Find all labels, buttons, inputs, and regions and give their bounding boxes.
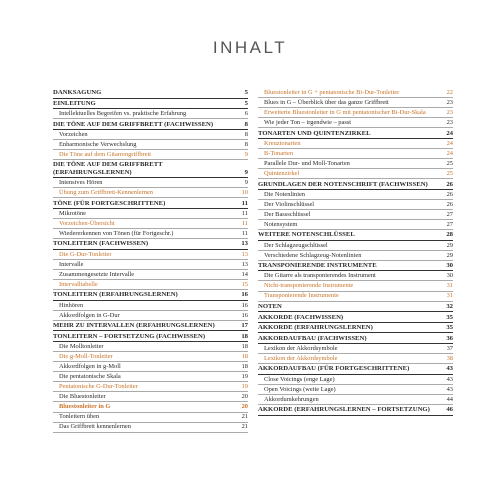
toc-page-number: 9 bbox=[244, 150, 248, 158]
toc-entry bbox=[53, 150, 248, 160]
toc-entry bbox=[53, 392, 248, 402]
toc-entry bbox=[258, 354, 453, 364]
toc-entry bbox=[258, 118, 453, 128]
toc-page-number: 18 bbox=[241, 342, 248, 350]
toc-entry bbox=[53, 402, 248, 412]
toc-page-number: 26 bbox=[446, 200, 453, 208]
toc-entry bbox=[53, 342, 248, 352]
toc-entry-title: Hinhören bbox=[59, 301, 84, 309]
toc-page-number: 19 bbox=[241, 383, 248, 391]
toc-page-number: 11 bbox=[241, 209, 248, 217]
toc-entry-title: Die Notenlinien bbox=[264, 190, 305, 198]
toc-page-number: 26 bbox=[446, 190, 453, 198]
toc-entry bbox=[53, 229, 248, 239]
toc-entry-title: Das Griffbrett kennenlernen bbox=[59, 423, 131, 431]
toc-section-heading bbox=[53, 321, 248, 332]
toc-entry bbox=[53, 372, 248, 382]
toc-entry bbox=[53, 109, 248, 119]
toc-entry-title: Intensives Hören bbox=[59, 179, 103, 187]
toc-page-number: 24 bbox=[446, 139, 453, 147]
toc-entry-title: GRUNDLAGEN DER NOTENSCHRIFT (FACHWISSEN) bbox=[258, 180, 428, 188]
toc-entry bbox=[53, 130, 248, 140]
toc-entry-title: Bluestonleiter in G bbox=[59, 403, 111, 411]
toc-entry-title: Wie jeder Ton – irgendwie – passt bbox=[264, 119, 352, 127]
toc-page-number: 46 bbox=[446, 406, 453, 414]
toc-page-number: 17 bbox=[241, 322, 248, 330]
toc-entry-title: Die g-Moll-Tonleiter bbox=[59, 352, 113, 360]
toc-page-number: 16 bbox=[241, 311, 248, 319]
toc-page-number: 44 bbox=[446, 395, 453, 403]
toc-entry-title: DANKSAGUNG bbox=[53, 89, 102, 97]
toc-page-number: 18 bbox=[241, 352, 248, 360]
toc-page-number: 5 bbox=[244, 89, 248, 97]
toc-page-number: 19 bbox=[241, 373, 248, 381]
toc-section-heading bbox=[53, 198, 248, 209]
toc-entry bbox=[53, 260, 248, 270]
toc-page-number: 25 bbox=[446, 170, 453, 178]
toc-page-number: 27 bbox=[446, 210, 453, 218]
toc-page-number: 11 bbox=[241, 219, 248, 227]
toc-entry bbox=[53, 188, 248, 198]
toc-page-number: 22 bbox=[446, 88, 453, 96]
toc-entry-title: Parallele Dur- und Moll-Tonarten bbox=[264, 159, 350, 167]
toc-entry-title: Intervalltabelle bbox=[59, 280, 98, 288]
toc-page-number: 24 bbox=[446, 149, 453, 157]
toc-entry bbox=[258, 271, 453, 281]
toc-entry-title: Transponierende Instrumente bbox=[264, 292, 339, 300]
toc-section-heading bbox=[53, 239, 248, 250]
toc-entry-title: Vorzeichen bbox=[59, 130, 88, 138]
toc-entry bbox=[53, 362, 248, 372]
toc-entry bbox=[53, 178, 248, 188]
toc-section-heading bbox=[53, 160, 248, 178]
toc-entry bbox=[258, 190, 453, 200]
toc-entry-title: Close Voicings (enge Lage) bbox=[264, 375, 335, 383]
toc-entry bbox=[258, 139, 453, 149]
toc-page-number: 15 bbox=[241, 280, 248, 288]
toc-entry-title: AKKORDE (ERFAHRUNGSLERNEN) bbox=[258, 324, 373, 332]
toc-section-heading bbox=[258, 405, 453, 416]
toc-page-number: 13 bbox=[241, 240, 248, 248]
toc-entry-title: Die G-Dur-Tonleiter bbox=[59, 250, 112, 258]
toc-entry-title: TONLEITERN (FACHWISSEN) bbox=[53, 240, 149, 248]
toc-entry-title: TONLEITERN (ERFAHRUNGSLERNEN) bbox=[53, 291, 178, 299]
toc-page-number: 35 bbox=[446, 324, 453, 332]
toc-entry bbox=[53, 311, 248, 321]
toc-page-number: 30 bbox=[446, 262, 453, 270]
toc-entry bbox=[53, 352, 248, 362]
toc-entry bbox=[53, 301, 248, 311]
toc-entry-title: Enharmonische Verwechslung bbox=[59, 140, 137, 148]
toc-entry bbox=[53, 280, 248, 290]
toc-entry bbox=[258, 241, 453, 251]
toc-page-number: 11 bbox=[241, 199, 248, 207]
toc-page-number: 20 bbox=[241, 403, 248, 411]
toc-entry bbox=[258, 395, 453, 405]
toc-page-number: 31 bbox=[446, 282, 453, 290]
toc-entry-title: Lexikon der Akkordsymbole bbox=[264, 354, 338, 362]
toc-page-number: 18 bbox=[241, 332, 248, 340]
toc-entry-title: AKKORDE (ERFAHRUNGSLERNEN – FORTSETZUNG) bbox=[258, 406, 430, 414]
toc-entry bbox=[258, 159, 453, 169]
toc-entry bbox=[258, 292, 453, 302]
toc-entry bbox=[258, 375, 453, 385]
toc-entry-title: AKKORDAUFBAU (FACHWISSEN) bbox=[258, 334, 367, 342]
toc-section-heading bbox=[53, 331, 248, 342]
toc-entry bbox=[258, 220, 453, 230]
toc-page-number: 23 bbox=[446, 109, 453, 117]
toc-entry bbox=[258, 385, 453, 395]
toc-entry-title: DIE TÖNE AUF DEM GRIFFBRETT (ERFAHRUNGSLERNEN) bbox=[53, 161, 163, 176]
toc-entry bbox=[258, 344, 453, 354]
toc-entry-title: Notensystem bbox=[264, 220, 298, 228]
toc-page-number: 26 bbox=[446, 180, 453, 188]
toc-section-heading bbox=[258, 333, 453, 344]
toc-entry-title: DIE TÖNE AUF DEM GRIFFBRETT (FACHWISSEN) bbox=[53, 120, 214, 128]
toc-entry-title: Intervalle bbox=[59, 260, 84, 268]
toc-entry bbox=[53, 382, 248, 392]
toc-entry-title: TRANSPONIERENDE INSTRUMENTE bbox=[258, 262, 377, 270]
toc-page-number: 27 bbox=[446, 220, 453, 228]
toc-page-number: 9 bbox=[244, 179, 248, 187]
toc-page-number: 31 bbox=[446, 292, 453, 300]
toc-entry bbox=[53, 270, 248, 280]
toc-section-heading bbox=[258, 312, 453, 323]
toc-page-number: 36 bbox=[446, 334, 453, 342]
toc-page-number: 43 bbox=[446, 385, 453, 393]
toc-entry-title: Der Schlagzeugschlüssel bbox=[264, 241, 328, 249]
toc-entry bbox=[53, 219, 248, 229]
toc-page-number: 23 bbox=[446, 119, 453, 127]
toc-entry-title: Die Bluestonleiter bbox=[59, 393, 106, 401]
toc-left-column bbox=[53, 88, 248, 433]
toc-page-number: 11 bbox=[241, 230, 248, 237]
toc-entry bbox=[258, 108, 453, 118]
toc-entry-title: Verschiedene Schlagzeug-Notenlinien bbox=[264, 251, 362, 259]
toc-section-heading bbox=[258, 230, 453, 241]
toc-entry-title: Die pentatonische Skala bbox=[59, 373, 121, 381]
toc-page-number: 10 bbox=[241, 189, 248, 197]
toc-entry bbox=[258, 98, 453, 108]
toc-page-number: 16 bbox=[241, 301, 248, 309]
toc-entry bbox=[258, 251, 453, 261]
toc-entry-title: NOTEN bbox=[258, 302, 282, 310]
toc-entry-title: AKKORDAUFBAU (FÜR FORTGESCHRITTENE) bbox=[258, 365, 410, 373]
toc-right-column bbox=[258, 88, 453, 416]
toc-page-number: 23 bbox=[446, 98, 453, 106]
toc-page-number: 32 bbox=[446, 302, 453, 310]
toc-page-number: 35 bbox=[446, 313, 453, 321]
toc-entry-title: WEITERE NOTENSCHLÜSSEL bbox=[258, 231, 355, 239]
toc-page-number: 8 bbox=[244, 130, 248, 138]
toc-page-number: 37 bbox=[446, 344, 453, 352]
toc-entry bbox=[258, 169, 453, 179]
toc-page-number: 9 bbox=[244, 168, 248, 176]
toc-section-heading bbox=[258, 364, 453, 375]
toc-page-number: 25 bbox=[446, 159, 453, 167]
toc-page-number: 43 bbox=[446, 365, 453, 373]
toc-page-number: 16 bbox=[241, 291, 248, 299]
toc-page-number: 29 bbox=[446, 241, 453, 249]
toc-entry-title: Übung zum Griffbrett-Kennenlernen bbox=[59, 189, 153, 197]
toc-entry bbox=[258, 149, 453, 159]
toc-entry-title: TONARTEN UND QUINTENZIRKEL bbox=[258, 129, 371, 137]
toc-entry-title: EINLEITUNG bbox=[53, 99, 96, 107]
toc-entry bbox=[258, 88, 453, 98]
toc-page-number: 30 bbox=[446, 272, 453, 280]
toc-entry-title: Bluestonleiter in G + pentatonische Bi-Dur-Tonleiter bbox=[264, 88, 400, 96]
toc-page-number: 6 bbox=[244, 110, 248, 118]
toc-section-heading bbox=[258, 261, 453, 272]
toc-entry-title: Mikrotöne bbox=[59, 209, 86, 217]
toc-entry-title: Tonleitern üben bbox=[59, 413, 100, 421]
page-title: INHALT bbox=[212, 38, 288, 57]
toc-page-number: 38 bbox=[446, 354, 453, 362]
toc-section-heading bbox=[258, 302, 453, 313]
toc-entry-title: Die Gitarre als transponierendes Instrument bbox=[264, 272, 376, 280]
toc-entry-title: Wiedererkennen von Tönen (für Fortgeschr.) bbox=[59, 230, 174, 237]
toc-entry-title: Akkordfolgen in g-Moll bbox=[59, 363, 121, 371]
toc-entry-title: Vorzeichen-Übersicht bbox=[59, 219, 115, 227]
toc-entry-title: Zusammengesetzte Intervalle bbox=[59, 270, 135, 278]
toc-page-number: 29 bbox=[446, 251, 453, 259]
toc-page-number: 21 bbox=[241, 423, 248, 431]
toc-entry-title: TÖNE (FÜR FORTGESCHRITTENE) bbox=[53, 199, 166, 207]
toc-entry-title: MEHR ZU INTERVALLEN (ERFAHRUNGSLERNEN) bbox=[53, 322, 215, 330]
toc-entry bbox=[53, 140, 248, 150]
toc-entry-title: Die Molltonleiter bbox=[59, 342, 104, 350]
toc-entry bbox=[53, 413, 248, 423]
toc-entry-title: Kreuztonarten bbox=[264, 139, 301, 147]
toc-entry bbox=[258, 200, 453, 210]
toc-section-heading bbox=[53, 88, 248, 99]
toc-entry-title: Lexikon der Akkordsymbole bbox=[264, 344, 338, 352]
toc-entry-title: Intellektuelles Begreifen vs. praktische Erfahrung bbox=[59, 110, 187, 118]
toc-entry-title: Der Bassschlüssel bbox=[264, 210, 311, 218]
toc-page-number: 18 bbox=[241, 363, 248, 371]
toc-page-number: 8 bbox=[244, 140, 248, 148]
toc-entry-title: Quintenzirkel bbox=[264, 170, 300, 178]
toc-entry-title: Erweiterte Bluestonleiter in G mit pentatonischer Bi-Dur-Skala bbox=[264, 109, 426, 117]
toc-entry-title: Pentatonische G-Dur-Tonleiter bbox=[59, 383, 138, 391]
toc-page-number: 13 bbox=[241, 250, 248, 258]
toc-entry-title: Blues in G – Überblick über das ganze Griffbrett bbox=[264, 98, 389, 106]
toc-entry bbox=[53, 250, 248, 260]
toc-page-number: 14 bbox=[241, 270, 248, 278]
toc-entry-title: Der Violinschlüssel bbox=[264, 200, 315, 208]
toc-entry-title: TONLEITERN – FORTSETZUNG (FACHWISSEN) bbox=[53, 332, 206, 340]
toc-entry bbox=[258, 210, 453, 220]
toc-section-heading bbox=[53, 119, 248, 130]
toc-entry-title: Open Voicings (weite Lage) bbox=[264, 385, 336, 393]
toc-entry bbox=[53, 209, 248, 219]
toc-entry bbox=[53, 423, 248, 433]
toc-page-number: 21 bbox=[241, 413, 248, 421]
toc-entry-title: B-Tonarten bbox=[264, 149, 294, 157]
toc-section-heading bbox=[258, 128, 453, 139]
toc-section-heading bbox=[53, 99, 248, 110]
toc-section-heading bbox=[258, 323, 453, 334]
toc-entry-title: Die Töne auf dem Gitarrengriffbrett bbox=[59, 150, 152, 158]
toc-page-number: 20 bbox=[241, 393, 248, 401]
toc-page-number: 28 bbox=[446, 231, 453, 239]
toc-entry bbox=[258, 281, 453, 291]
toc-section-heading bbox=[53, 290, 248, 301]
toc-page-number: 8 bbox=[244, 120, 248, 128]
toc-entry-title: Nicht-transponierende Instrumente bbox=[264, 282, 354, 290]
toc-entry-title: AKKORDE (FACHWISSEN) bbox=[258, 313, 344, 321]
toc-page-number: 24 bbox=[446, 129, 453, 137]
toc-page-number: 13 bbox=[241, 260, 248, 268]
toc-page-number: 5 bbox=[244, 99, 248, 107]
toc-entry-title: Akkordfolgen in G-Dur bbox=[59, 311, 120, 319]
toc-section-heading bbox=[258, 179, 453, 190]
toc-entry-title: Akkordumkehrungen bbox=[264, 395, 319, 403]
toc-page-number: 43 bbox=[446, 375, 453, 383]
